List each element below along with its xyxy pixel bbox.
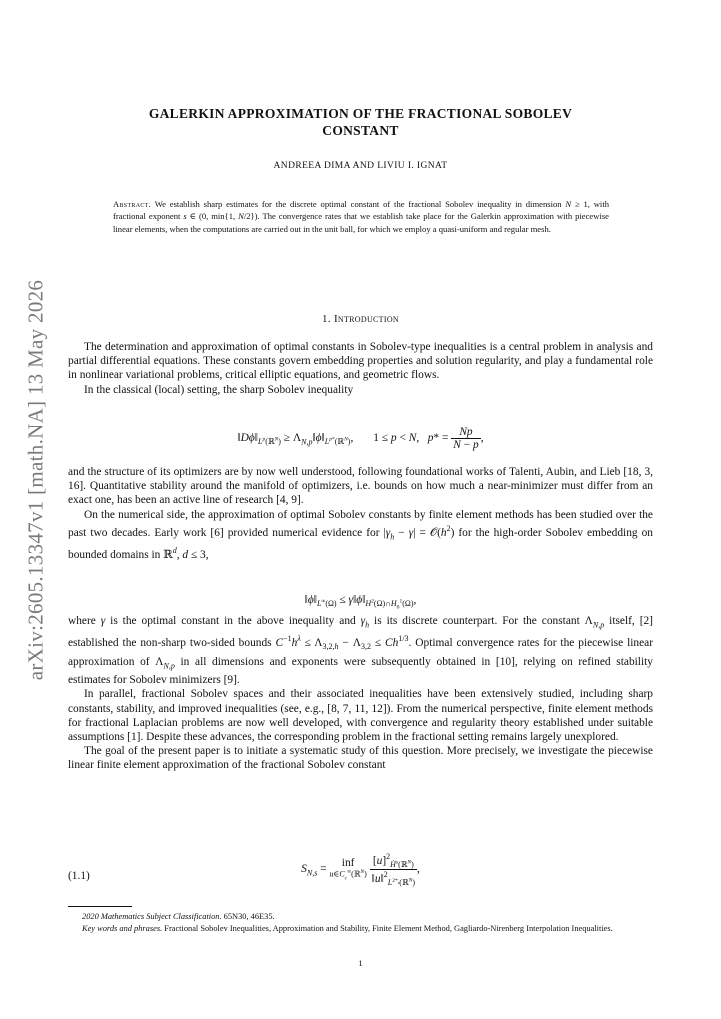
paragraph-4: On the numerical side, the approximation of optimal Sobolev constants by finite element methods has been studied over the past two decades. Early work [6] provided numerical evidence for $|\gamma_h - \gamma|$ = $𝒪(h^2)$ for the high-order Sobolev embedding on bounded domains in ℝ$^d$, d ≤ 3,	[68, 508, 654, 561]
abstract: Abstract. We establish sharp estimates for the discrete optimal constant of the fractional Sobolev inequality in dimension N ≥ 1, with fractional exponent s ∈ (0, min{1, N/2}). The convergence rates that we establish take place for the Galerkin approximation with piecewise linear elements, when the computations are carried out in the unit ball, for which we employ a quasi-uniform and regular mesh.	[113, 199, 610, 234]
paragraph-3: and the structure of its optimizers are by now well understood, following foundational works of Talenti, Aubin, and Lieb [18, 3, 16]. Quantitative stability around the manifold of optimizers, i.e. bounds on how much a near-minimizer must differ from an exact one, has been an active line of research [4, 9].	[68, 466, 653, 507]
footnote-msc-text: 65N30, 46E35.	[221, 912, 275, 921]
section-number: 1.	[322, 313, 331, 325]
paragraph-block-2	[68, 465, 653, 562]
paragraph-5-text-b: is the optimal constant in the above inequality and	[105, 615, 361, 627]
abstract-text-2: , with fractional exponent	[113, 199, 610, 222]
arxiv-stamp-text: arXiv:2605.13347v1 [math.NA] 13 May 2026	[23, 279, 48, 681]
equation-label: (1.1)	[68, 870, 90, 882]
high-order-embedding-display: $‖\phi‖_{L^\infty(\Omega)}$ ≤ $\gamma‖\phi‖_{H^2(\Omega)\cap H_0^1(\Omega)}$,	[304, 594, 417, 611]
fractional-sobolev-constant-display: $S_{N,s}$ = inf $u\in C_c^\infty(ℝ^N)$ $\frac{[u]^2_{Ḣ^s(ℝ^N)}}{‖u‖^2_{L^{2*_s}(ℝ^N)}}$ ,	[301, 852, 420, 888]
section-heading	[100, 313, 621, 325]
footnote-kw-text: Fractional Sobolev Inequalities, Approximation and Stability, Finite Element Method, Gagliardo-Nirenberg Interpolation Inequalities.	[162, 924, 613, 933]
paragraph-4-text-b: for the high-order Sobolev embedding on bounded domains in	[68, 526, 654, 561]
paragraph-2: In the classical (local) setting, the sharp Sobolev inequality	[84, 383, 354, 396]
sobolev-inequality-display: $‖D\phi‖_{L^p(ℝ^N)}$ ≥ $\Lambda_{N,p}‖\phi‖_{L^{p*}(ℝ^N)}$, 1 ≤ p < N, p* = $\frac{Np}{N - p}$ ,	[237, 426, 484, 451]
footnote-rule	[68, 906, 132, 907]
paragraph-5-text-e: . Optimal convergence rates for the piecewise linear approximation of	[68, 637, 654, 668]
abstract-text-3: . The convergence rates that we establish take place for the Galerkin approximation with piecewise linear elements, when the computations are carried out in the unit ball, for which we employ a quasi-uniform and regular mesh.	[113, 211, 609, 234]
paper-authors: ANDREEA DIMA AND LIVIU I. IGNAT	[273, 161, 448, 171]
paragraph-5-text-f: in all dimensions and exponents were subsequently obtained in [10], relying on refined stability estimates for Sobolev minimizers [9].	[68, 655, 653, 687]
footnote-keywords	[68, 923, 653, 934]
paragraph-5-text-d: itself, [2] established the non-sharp two-sided bounds	[68, 615, 653, 650]
paragraph-4-text-a: On the numerical side, the approximation of optimal Sobolev constants by finite element methods has been studied over the past two decades. Early work [6] provided numerical evidence for	[68, 508, 653, 539]
paragraph-5-text-c: is its discrete counterpart. For the constant	[369, 615, 585, 627]
paragraph-5: where γ is the optimal constant in the above inequality and $\gamma_h$ is its discrete counterpart. For the constant $\Lambda_{N,p}$ itself, [2] established the non-sharp two-sided bounds $C^{-1}h^\lambda \le \Lambda_{3,2,h} - \Lambda_{3,2} \le Ch^{1/3}$. Optimal convergence rates for the piecewise linear approximation of $\Lambda_{N,p}$ in all dimensions and exponents were subsequently obtained in [10], relying on refined stability estimates for Sobolev minimizers [9].	[68, 615, 654, 687]
title-line-1: GALERKIN APPROXIMATION OF THE FRACTIONAL SOBOLEV	[148, 106, 573, 121]
arxiv-stamp	[14, 280, 58, 680]
footnote-msc-label: 2020 Mathematics Subject Classification.	[82, 912, 222, 921]
abstract-text-1: We establish sharp estimates for the discrete optimal constant of the fractional Sobolev inequality in dimension	[151, 199, 566, 209]
section-title: Introduction	[333, 313, 399, 325]
paragraph-5-text-a: where	[68, 615, 101, 627]
footnote-msc	[68, 911, 653, 922]
paragraph-intro	[68, 340, 653, 397]
title-line-2: CONSTANT	[322, 123, 399, 138]
paragraph-1: The determination and approximation of optimal constants in Sobolev-type inequalities is a central problem in analysis and partial differential equations. These constants govern embedding properties and solution regularity, and play a fundamental role in nonlinear variational problems, critical elliptic equations, and geometric flows.	[68, 341, 653, 382]
paragraph-6: In parallel, fractional Sobolev spaces and their associated inequalities have been extensively studied, including sharp constants, stability, and improved inequalities (see, e.g., [8, 7, 11, 12]). From the numerical perspective, finite element methods for fractional Laplacian problems are now well developed, with convergence and regularity theory established under suitable assumptions [1]. Despite these advances, the corresponding problem in the fractional setting remains largely unexplored.	[68, 688, 653, 744]
paragraph-block-3	[68, 614, 653, 773]
page-number: 1	[358, 958, 363, 968]
paper-title	[100, 105, 621, 139]
footnote-kw-label: Key words and phrases.	[82, 924, 163, 933]
paragraph-7: The goal of the present paper is to initiate a systematic study of this question. More precisely, we investigate the piecewise linear finite element approximation of the fractional Sobolev constant	[68, 745, 653, 772]
abstract-label: Abstract.	[113, 199, 152, 209]
